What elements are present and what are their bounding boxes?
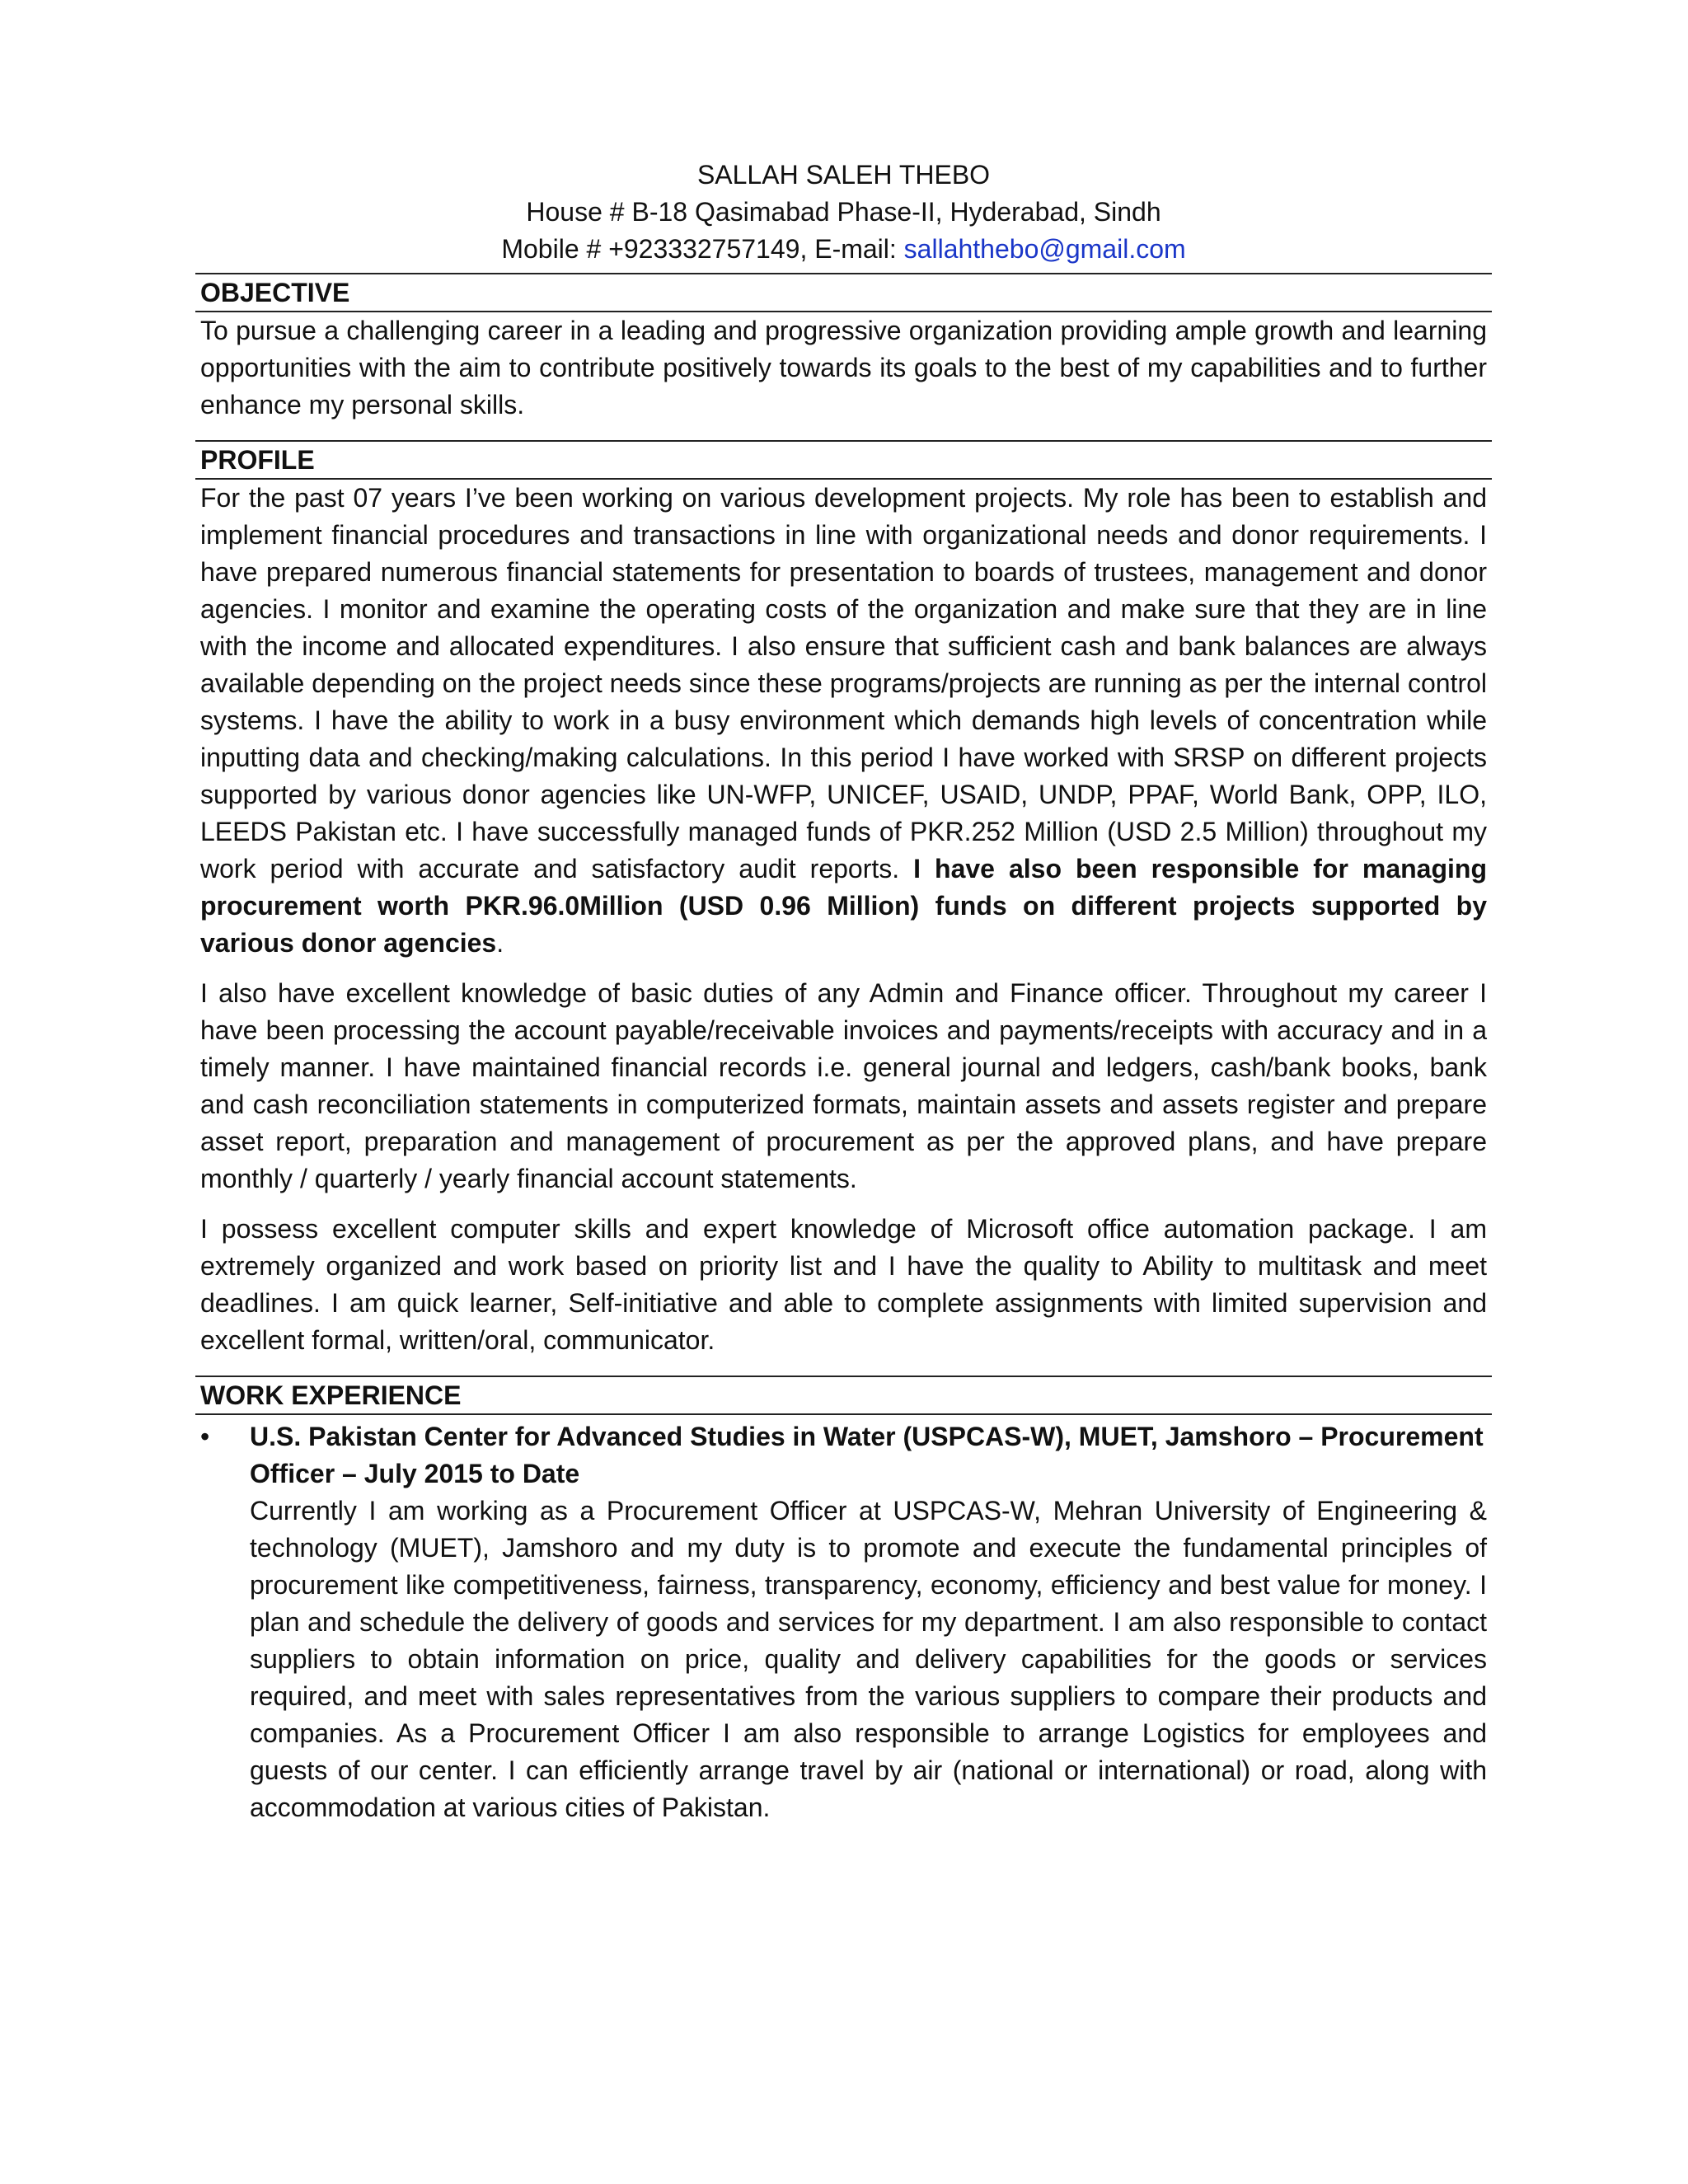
section-spacer <box>195 1359 1492 1371</box>
profile-p1-end: . <box>496 928 504 958</box>
work-experience-heading: WORK EXPERIENCE <box>195 1376 1492 1415</box>
profile-p1-bold: I have also been responsible for managing procurement worth PKR.96.0Million (USD 0.96 Million) funds on different projects supported by various donor agencies <box>200 854 1488 958</box>
profile-p1-text: For the past 07 years I’ve been working on various development projects. My role has been to establish and implement financial procedures and transactions in line with organizational needs and donor requirements. I have prepared numerous financial statements for presentation to boards of trustees, management and donor agencies. I monitor and examine the operating costs of the organization and make sure that they are in line with the income and allocated expenditures. I also ensure that sufficient cash and bank balances are always available depending on the project needs since these programs/projects are running as per the internal control systems. I have the ability to work in a busy environment which demands high levels of concentration while inputting data and checking/making calculations. In this period I have worked with SRSP on different projects supported by various donor agencies like UN-WFP, UNICEF, USAID, UNDP, PPAF, World Bank, OPP, ILO, LEEDS Pakistan etc. I have successfully managed funds of PKR.252 Million (USD 2.5 Million) throughout my work period with accurate and satisfactory audit reports. <box>200 483 1487 883</box>
resume-header <box>195 157 1492 268</box>
profile-paragraph-3: I possess excellent computer skills and expert knowledge of Microsoft office automation package. I am extremely organized and work based on priority list and I have the quality to Ability to multitask and meet deadlines. I am quick learner, Self-initiative and able to complete assignments with limited supervision and excellent formal, written/oral, communicator. <box>200 1214 1487 1355</box>
candidate-name: SALLAH SALEH THEBO <box>696 160 991 190</box>
bullet-icon: • <box>200 1422 210 1451</box>
objective-heading: OBJECTIVE <box>195 273 1492 312</box>
candidate-address: House # B-18 Qasimabad Phase-II, Hyderabad, Sindh <box>526 197 1161 227</box>
resume-page <box>195 157 1492 1826</box>
email-link[interactable]: sallahthebo@gmail.com <box>903 234 1186 264</box>
contact-prefix: Mobile # +923332757149, E-mail: <box>501 234 904 264</box>
job-item <box>195 1418 1492 1826</box>
objective-text: To pursue a challenging career in a leading and progressive organization providing ample growth and learning opportunities with the aim to contribute positively towards its goals to the best of my capabilities and to further enhance my personal skills. <box>200 316 1487 419</box>
contact-line <box>195 231 1492 268</box>
section-spacer <box>195 424 1492 435</box>
job-title: U.S. Pakistan Center for Advanced Studies in Water (USPCAS-W), MUET, Jamshoro – Procurement Officer – July 2015 to Date <box>250 1422 1484 1488</box>
profile-heading: PROFILE <box>195 440 1492 480</box>
profile-paragraph-2: I also have excellent knowledge of basic duties of any Admin and Finance officer. Throughout my career I have been processing the account payable/receivable invoices and payments/receipts with accuracy and in a timely manner. I have maintained financial records i.e. general journal and ledgers, cash/bank books, bank and cash reconciliation statements in computerized formats, maintain assets and assets register and prepare asset report, preparation and management of procurement as per the approved plans, and have prepare monthly / quarterly / yearly financial account statements. <box>200 978 1487 1193</box>
profile-paragraph-1 <box>195 480 1492 962</box>
job-description: Currently I am working as a Procurement Officer at USPCAS-W, Mehran University of Engineering & technology (MUET), Jamshoro and my duty is to promote and execute the fundamental principles of procurement like competitiveness, fairness, transparency, economy, efficiency and best value for money. I plan and schedule the delivery of goods and services for my department. I am also responsible to contact suppliers to obtain information on price, quality and delivery capabilities for the goods or services required, and meet with sales representatives from the various suppliers to compare their products and companies. As a Procurement Officer I am also responsible to arrange Logistics for employees and guests of our center. I can efficiently arrange travel by air (national or international) or road, along with accommodation at various cities of Pakistan. <box>250 1496 1487 1822</box>
